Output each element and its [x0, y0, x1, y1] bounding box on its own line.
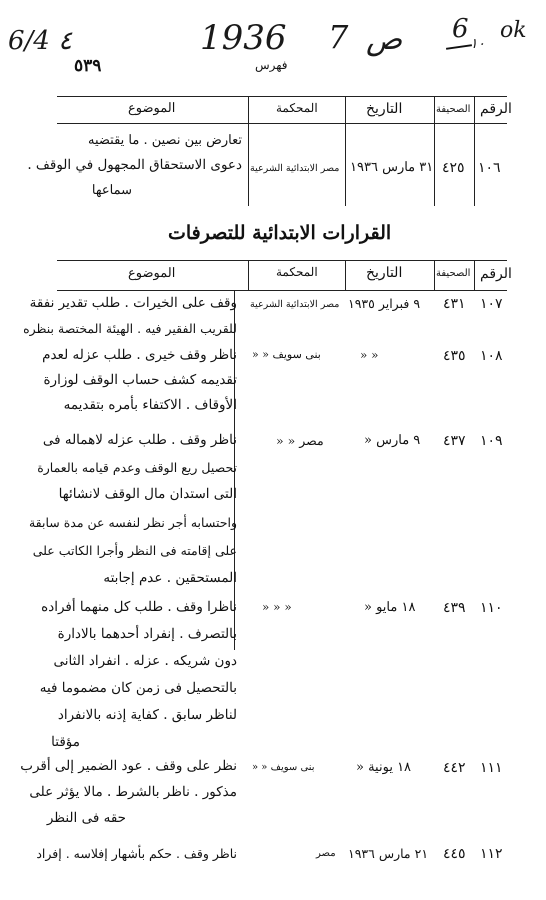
header-page: الصحيفة [436, 104, 471, 115]
entry-page: ٤٤٥ [443, 846, 466, 862]
entry-number: ١٠٧ [480, 296, 503, 312]
top-col-sep-3 [434, 96, 435, 206]
header-page: الصحيفة [436, 268, 471, 279]
entry-page: ٤٣٩ [443, 600, 466, 616]
header-subject: الموضوع [128, 101, 176, 116]
top-entry-court: مصر الابتدائية الشرعية [250, 163, 340, 174]
entry-page: ٤٣٥ [443, 348, 466, 364]
top-entry-subject-line: تعارض بين نصين . ما يقتضيه [88, 133, 242, 148]
entry-subject-line: نظر على وقف . عود الضمير إلى أقرب [20, 758, 237, 774]
entry-date: ٢١ مارس ١٩٣٦ [348, 846, 429, 861]
entry-subject-line: تحصيل ريع الوقف وعدم قيامه بالعمارة [37, 460, 237, 475]
main-col-sep-1 [248, 260, 249, 290]
top-entry-subject-line: دعوى الاستحقاق المجهول في الوقف . [27, 157, 242, 173]
handwritten-left-note: 6/4 ٤ [8, 26, 73, 56]
entry-court: « « « [262, 600, 292, 614]
main-col-sep-4 [474, 260, 475, 290]
entry-subject-line: ناظرا وقف . طلب كل منهما أفراده [41, 599, 237, 615]
header-court: المحكمة [276, 265, 318, 279]
main-table-rule-1 [57, 260, 507, 261]
entry-page: ٤٣٧ [443, 433, 466, 449]
entry-subject-line: بالتصرف . إنفراد أحدهما بالادارة [57, 626, 237, 642]
top-entry-page: ٤٢٥ [442, 160, 465, 176]
entry-number: ١١١ [480, 760, 503, 776]
entry-subject-line: واحتسابه أجر نظر لنفسه عن مدة سابقة [28, 515, 237, 530]
top-entry-date: ٣١ مارس ١٩٣٦ [350, 160, 434, 175]
entry-number: ١٠٩ [480, 433, 503, 449]
top-entry-number: ١٠٦ [478, 160, 501, 176]
header-date: التاريخ [366, 265, 403, 281]
top-entry-subject-line: سماعها [91, 183, 132, 198]
handwritten-fraction-bar [446, 44, 472, 50]
section-heading: القرارات الابتدائية للتصرفات [168, 222, 392, 244]
main-col-sep-3 [434, 260, 435, 290]
entry-page: ٤٤٢ [443, 760, 466, 776]
header-number: الرقم [480, 266, 512, 282]
entry-number: ١١٠ [480, 600, 503, 616]
top-table-rule-1 [57, 96, 507, 97]
header-number: الرقم [480, 101, 512, 117]
header-date: التاريخ [366, 101, 403, 117]
entry-subject-line: التى استدان مال الوقف لانشائها [58, 486, 237, 502]
entry-subject-line: ناظر وقف . طلب عزله لاهماله فى [42, 432, 237, 448]
entry-number: ١١٢ [480, 846, 503, 862]
entry-subject-line: وقف على الخيرات . طلب تقدير نفقة [29, 295, 237, 311]
entry-subject-line: الأوقاف . الاكتفاء بأمره بتقديمه [63, 397, 237, 413]
entry-subject-line: حقه فى النظر [46, 810, 126, 826]
entry-court: مصر [316, 848, 336, 859]
main-col-sep-2 [345, 260, 346, 290]
entry-subject-line: تقديمه كشف حساب الوقف لوزارة [43, 372, 237, 388]
entry-subject-line: مؤقتا [51, 734, 80, 750]
entry-subject-line: للقريب الفقير فيه . الهيئة المختصة بنظره [23, 321, 237, 336]
handwritten-ok: ok [500, 18, 527, 43]
entry-subject-line: على إقامته فى النظر وأجرا الكاتب على [32, 543, 237, 558]
entry-number: ١٠٨ [480, 348, 503, 364]
entry-court: بنى سويف « « [252, 762, 315, 773]
entry-court: بنى سويف « « [252, 348, 321, 361]
top-col-sep-2 [345, 96, 346, 206]
top-table-rule-2 [57, 123, 507, 124]
section-title: فهرس [255, 58, 288, 72]
entry-subject-line: ناظر وقف خيرى . طلب عزله لعدم [42, 347, 237, 363]
entry-page: ٤٣١ [443, 296, 466, 312]
entry-subject-line: لناظر سابق . كفاية إذنه بالانفراد [57, 707, 237, 723]
header-court: المحكمة [276, 101, 318, 115]
entry-date: ١٨ يونية « [356, 760, 412, 775]
top-col-sep-1 [248, 96, 249, 206]
top-col-sep-4 [474, 96, 475, 206]
entry-subject-line: المستحقين . عدم إجابته [103, 570, 237, 586]
page-number: ٥٣٩ [74, 56, 102, 76]
header-subject: الموضوع [128, 266, 176, 281]
handwritten-year: 1936 [200, 18, 287, 58]
entry-court: مصر « « [276, 433, 324, 448]
handwritten-sad: ص [366, 22, 403, 57]
entry-subject-line: دون شريكه . عزله . انفراد الثانى [53, 653, 237, 669]
entry-date: « « [360, 348, 379, 362]
entry-subject-line: ناظر وقف . حكم بأشهار إفلاسه . إفراد [36, 846, 237, 861]
entry-date: ٩ مارس « [364, 433, 421, 448]
entry-date: ٩ فبراير ١٩٣٥ [348, 296, 421, 311]
entry-date: ١٨ مايو « [364, 600, 416, 615]
entry-subject-line: مذكور . ناظر بالشرط . مالا يؤثر على [29, 784, 237, 800]
handwritten-fraction-bottom: ١٠ [470, 36, 486, 52]
handwritten-fraction-top: 6 [452, 14, 469, 44]
entry-subject-line: بالتحصيل فى زمن كان مضموما فيه [39, 680, 237, 696]
handwritten-seven: 7 [328, 18, 349, 56]
entry-court: مصر الابتدائية الشرعية [250, 299, 340, 310]
